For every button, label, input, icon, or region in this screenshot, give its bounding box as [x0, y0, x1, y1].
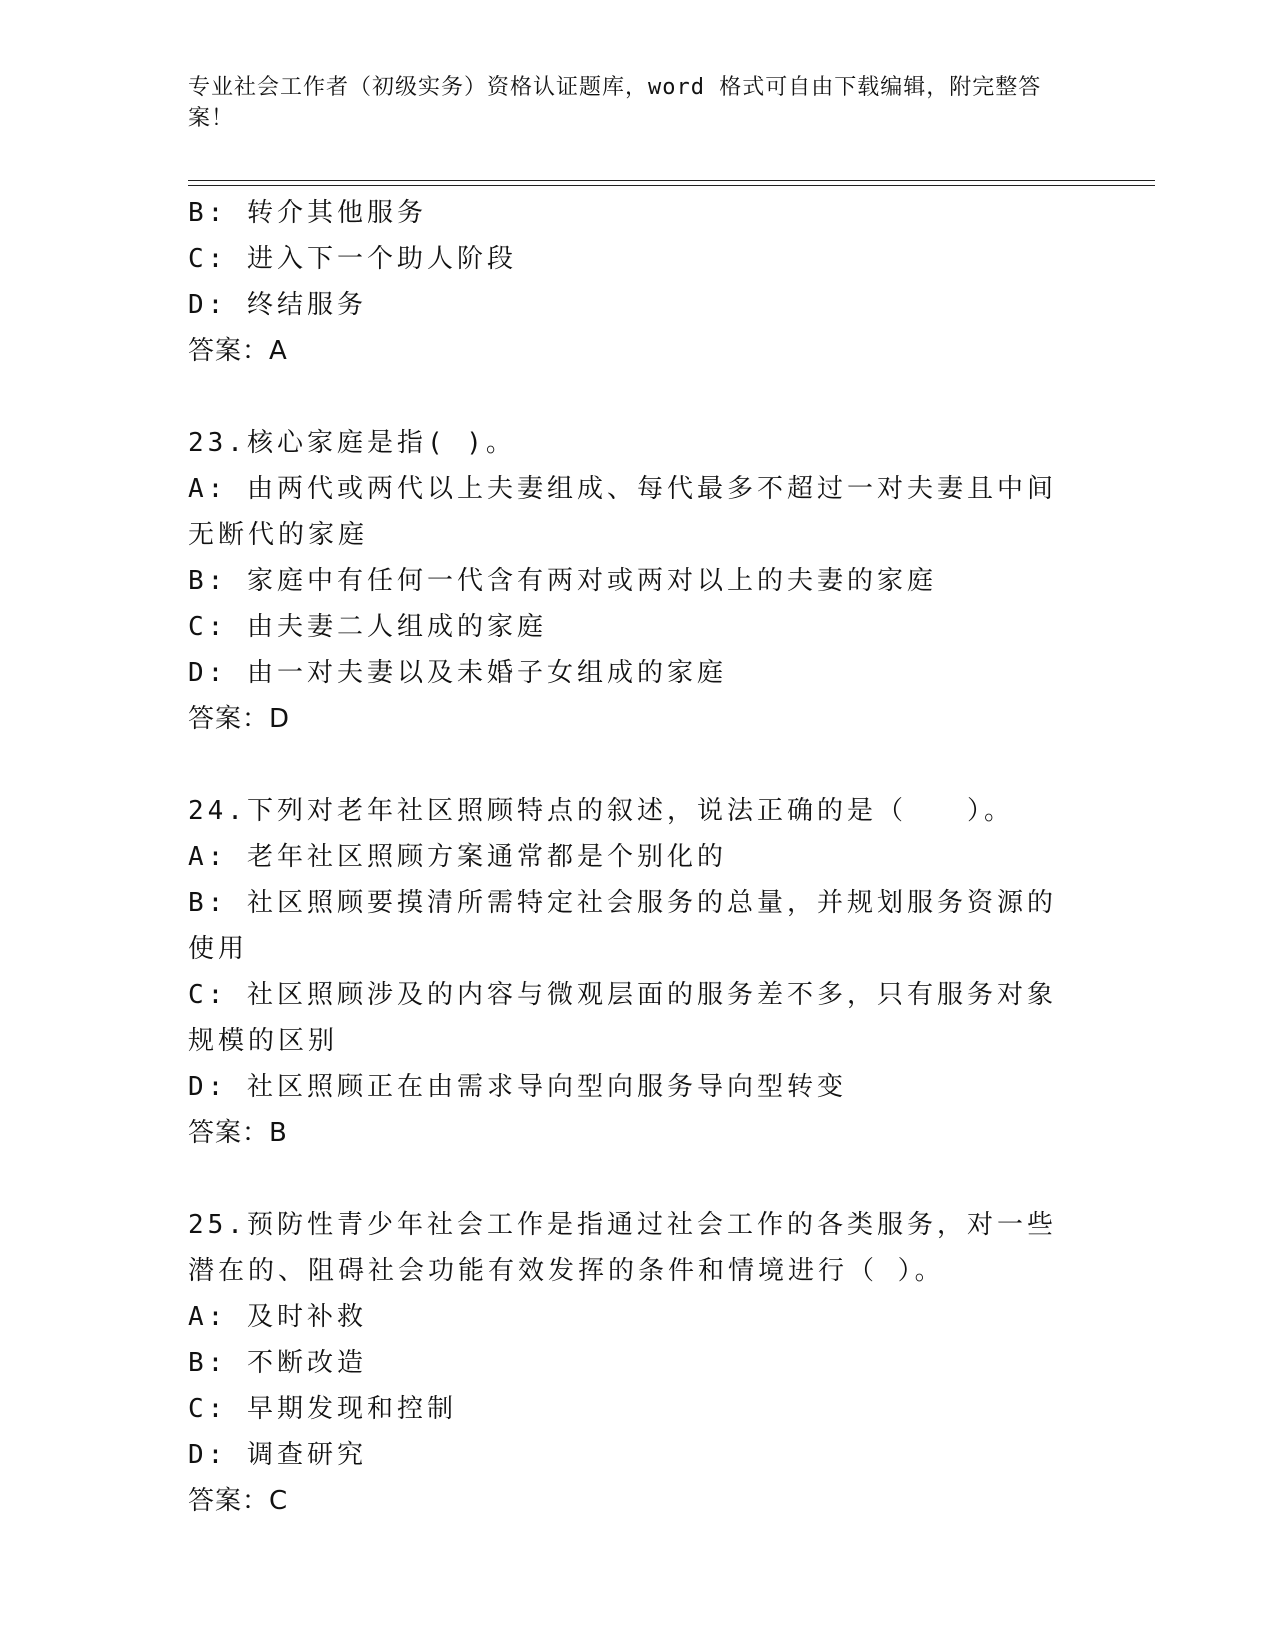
- header-divider-top: [188, 180, 1155, 181]
- option-c: C: 早期发现和控制: [188, 1394, 457, 1424]
- option-b: B: 转介其他服务: [188, 198, 427, 228]
- answer: 答案：C: [188, 1486, 289, 1516]
- option-b: B: 社区照顾要摸清所需特定社会服务的总量，并规划服务资源的使用: [188, 888, 1057, 964]
- answer: 答案：D: [188, 704, 291, 734]
- question-22-tail: [188, 190, 1068, 374]
- option-a: A: 老年社区照顾方案通常都是个别化的: [188, 842, 727, 872]
- spacer: [188, 374, 1068, 420]
- spacer: [188, 1156, 1068, 1202]
- option-c: C: 由夫妻二人组成的家庭: [188, 612, 547, 642]
- option-c: C: 社区照顾涉及的内容与微观层面的服务差不多，只有服务对象规模的区别: [188, 980, 1057, 1056]
- option-d: D: 由一对夫妻以及未婚子女组成的家庭: [188, 658, 727, 688]
- question-stem: 25.预防性青少年社会工作是指通过社会工作的各类服务，对一些潜在的、阻碍社会功能有效发挥的条件和情境进行（ ）。: [188, 1210, 1057, 1286]
- option-b: B: 家庭中有任何一代含有两对或两对以上的夫妻的家庭: [188, 566, 937, 596]
- option-d: D: 调查研究: [188, 1440, 367, 1470]
- question-25: [188, 1202, 1068, 1524]
- option-d: D: 社区照顾正在由需求导向型向服务导向型转变: [188, 1072, 847, 1102]
- option-b: B: 不断改造: [188, 1348, 367, 1378]
- question-23: [188, 420, 1068, 742]
- question-list: [188, 190, 1068, 1524]
- question-stem: 24.下列对老年社区照顾特点的叙述，说法正确的是（ ）。: [188, 796, 1014, 826]
- question-stem: 23.核心家庭是指( )。: [188, 428, 516, 458]
- header-divider-bottom: [188, 185, 1155, 186]
- question-24: [188, 788, 1068, 1156]
- option-a: A: 由两代或两代以上夫妻组成、每代最多不超过一对夫妻且中间无断代的家庭: [188, 474, 1057, 550]
- option-d: D: 终结服务: [188, 290, 367, 320]
- answer: 答案：A: [188, 336, 288, 366]
- answer: 答案：B: [188, 1118, 288, 1148]
- document-header: 专业社会工作者（初级实务）资格认证题库，word 格式可自由下载编辑，附完整答案！: [188, 75, 1042, 131]
- option-a: A: 及时补救: [188, 1302, 367, 1332]
- option-c: C: 进入下一个助人阶段: [188, 244, 517, 274]
- spacer: [188, 742, 1068, 788]
